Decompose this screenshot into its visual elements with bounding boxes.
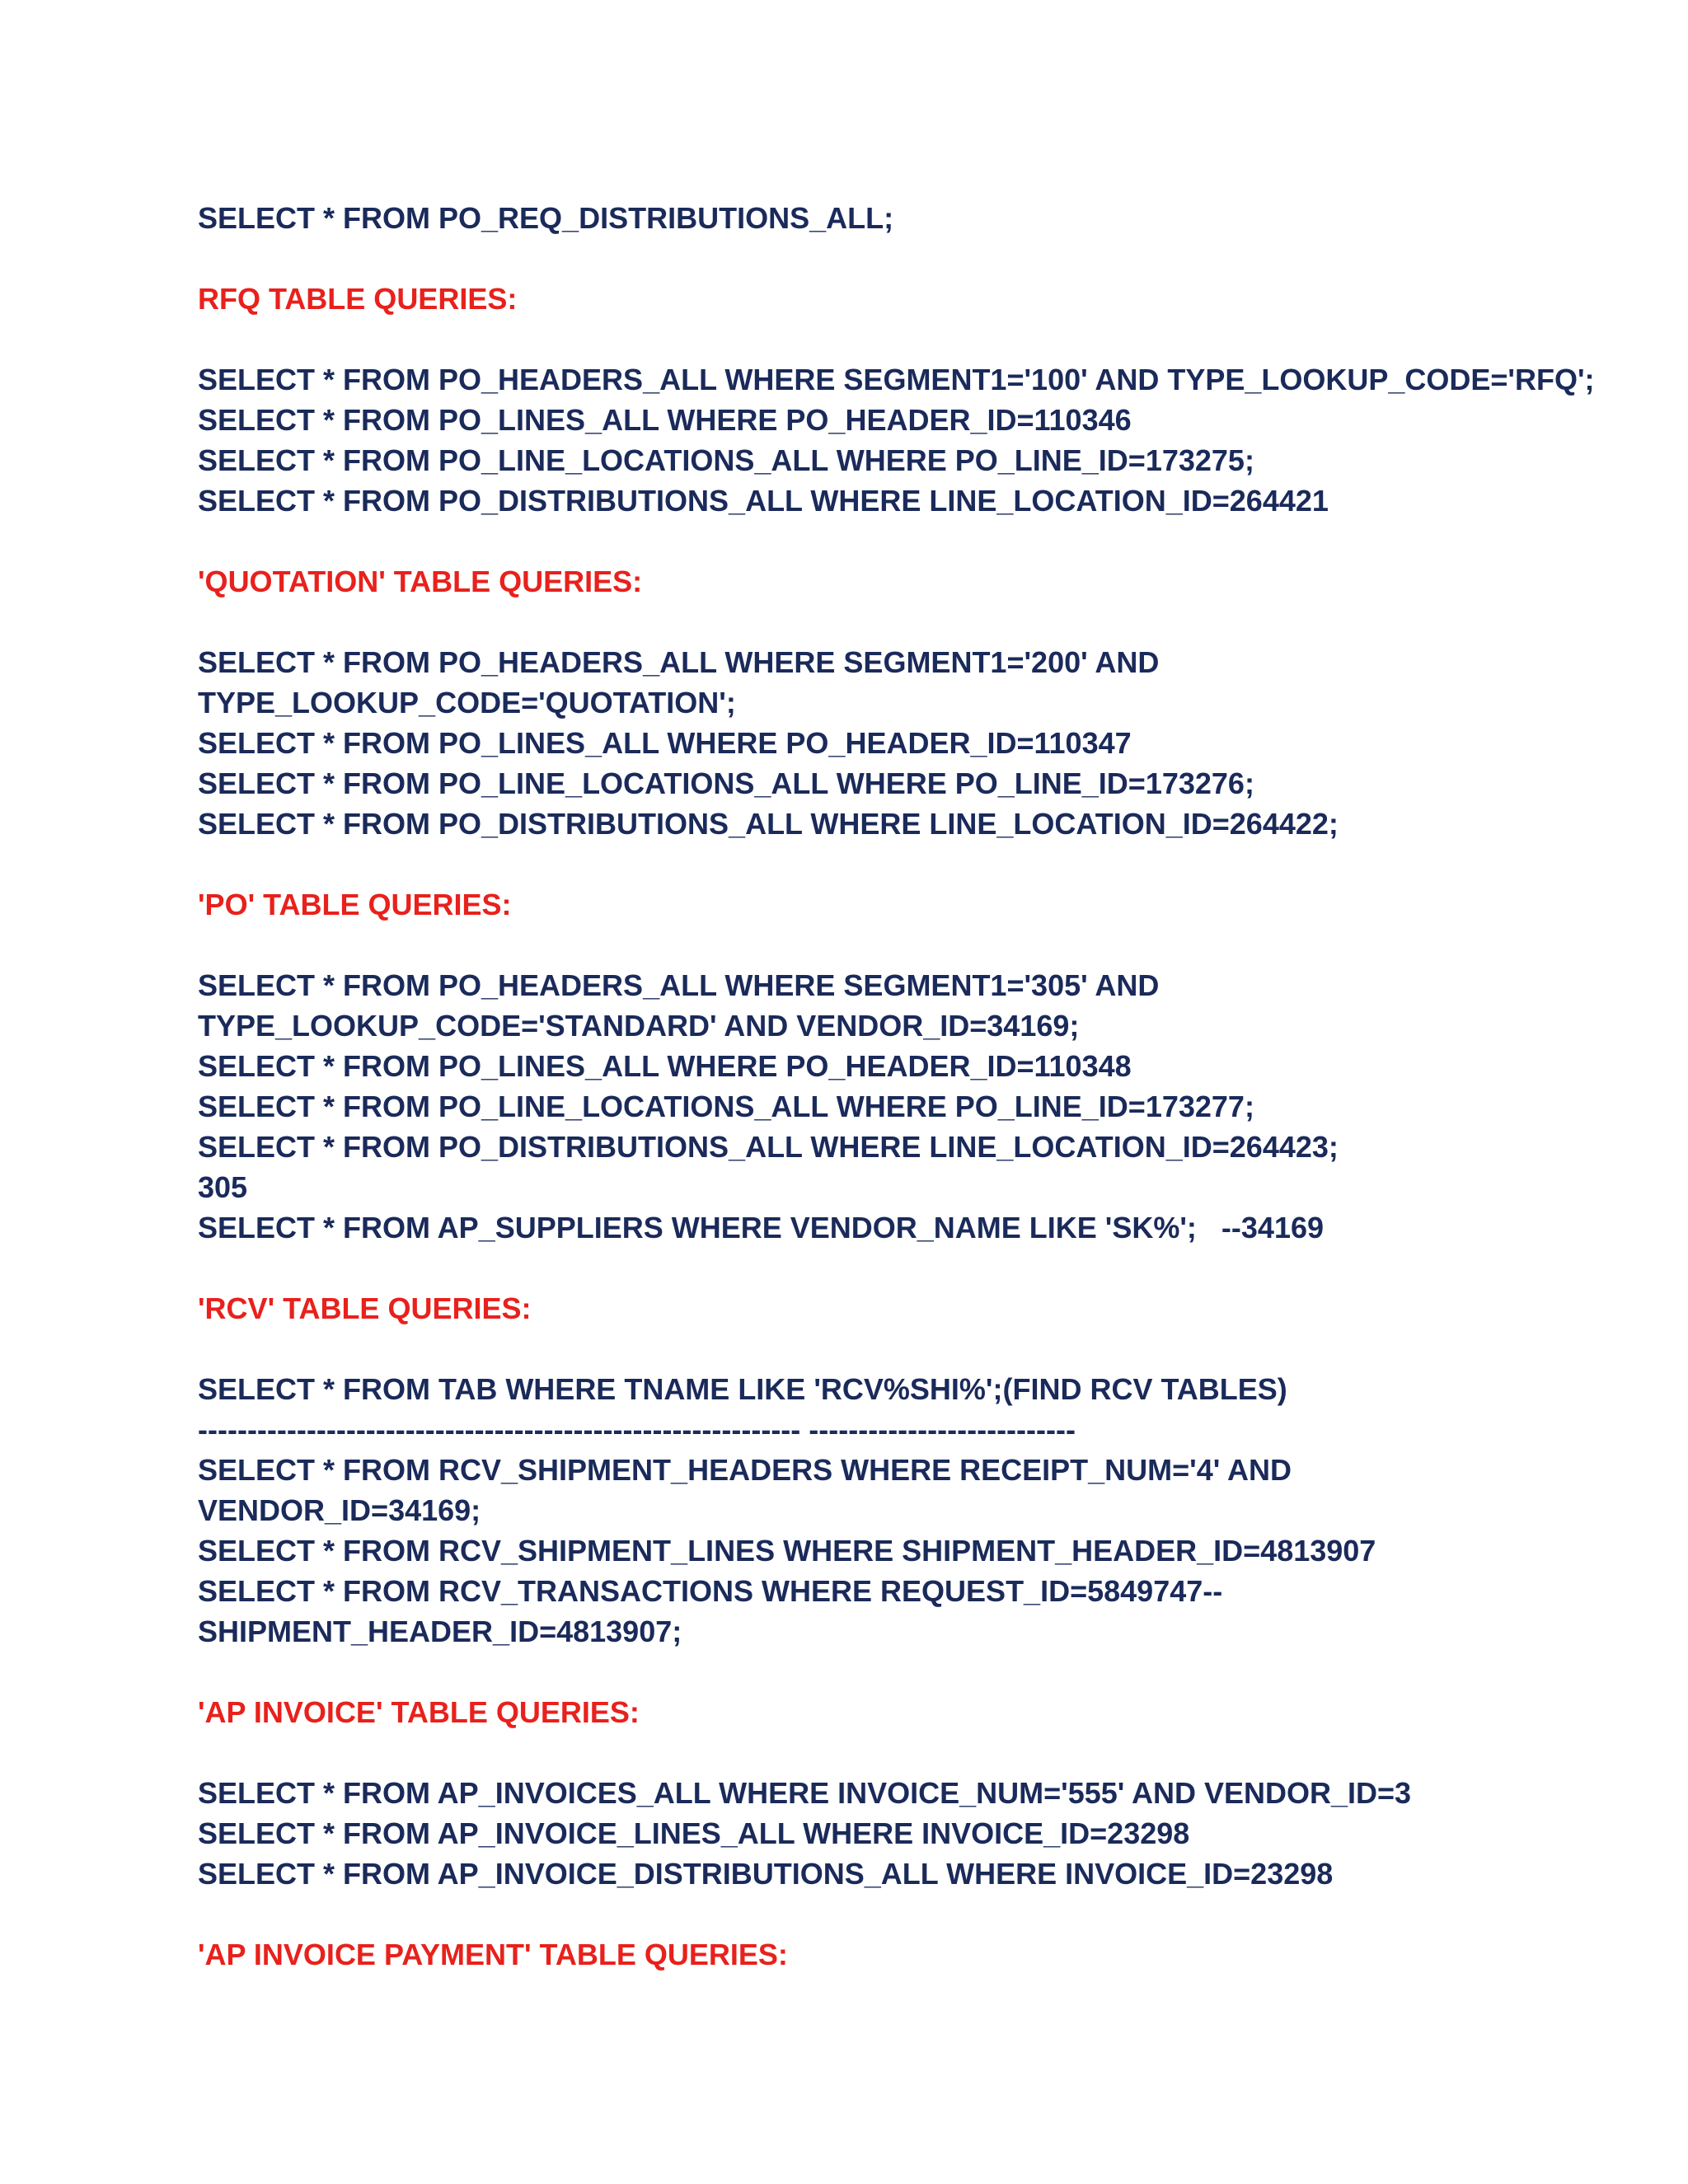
sql-query-line: TYPE_LOOKUP_CODE='QUOTATION'; — [198, 686, 736, 719]
blank-line — [198, 1894, 1648, 1934]
blank-line — [198, 521, 1648, 561]
sql-query-line: SELECT * FROM PO_DISTRIBUTIONS_ALL WHERE LINE_LOCATION_ID=264421 — [198, 484, 1329, 518]
section-heading: 'AP INVOICE PAYMENT' TABLE QUERIES: — [198, 1938, 788, 1971]
sql-query-line: SELECT * FROM PO_DISTRIBUTIONS_ALL WHERE LINE_LOCATION_ID=264423; — [198, 1130, 1339, 1164]
sql-query-line: SELECT * FROM RCV_TRANSACTIONS WHERE REQUEST_ID=5849747-- — [198, 1574, 1223, 1608]
section-heading: 'PO' TABLE QUERIES: — [198, 888, 512, 921]
section-heading: 'QUOTATION' TABLE QUERIES: — [198, 565, 643, 598]
sql-query-line: SELECT * FROM PO_LINES_ALL WHERE PO_HEADER_ID=110348 — [198, 1049, 1132, 1083]
sql-query-line: TYPE_LOOKUP_CODE='STANDARD' AND VENDOR_ID=34169; — [198, 1009, 1080, 1043]
sql-query-line: SELECT * FROM PO_HEADERS_ALL WHERE SEGMENT1='200' AND — [198, 645, 1160, 679]
blank-line — [198, 925, 1648, 965]
sql-query-line: SELECT * FROM PO_DISTRIBUTIONS_ALL WHERE LINE_LOCATION_ID=264422; — [198, 807, 1339, 841]
sql-query-line: ------------------------------------------------------------- --------------------------- — [198, 1413, 1076, 1446]
sql-query-line: SHIPMENT_HEADER_ID=4813907; — [198, 1615, 682, 1648]
section-heading: RFQ TABLE QUERIES: — [198, 282, 518, 316]
sql-query-line: SELECT * FROM PO_HEADERS_ALL WHERE SEGMENT1='100' AND TYPE_LOOKUP_CODE='RFQ'; — [198, 363, 1595, 396]
sql-query-line: SELECT * FROM AP_INVOICE_DISTRIBUTIONS_ALL WHERE INVOICE_ID=23298 — [198, 1857, 1334, 1891]
document-body — [198, 198, 1648, 1975]
sql-query-line: SELECT * FROM RCV_SHIPMENT_HEADERS WHERE RECEIPT_NUM='4' AND — [198, 1453, 1292, 1487]
blank-line — [198, 238, 1648, 279]
section-heading: 'AP INVOICE' TABLE QUERIES: — [198, 1695, 640, 1729]
sql-query-line: SELECT * FROM RCV_SHIPMENT_LINES WHERE SHIPMENT_HEADER_ID=4813907 — [198, 1534, 1376, 1568]
blank-line — [198, 602, 1648, 642]
sql-query-line: SELECT * FROM PO_REQ_DISTRIBUTIONS_ALL; — [198, 201, 894, 235]
sql-query-line: SELECT * FROM PO_LINE_LOCATIONS_ALL WHERE PO_LINE_ID=173276; — [198, 766, 1254, 800]
blank-line — [198, 1329, 1648, 1369]
sql-query-line: SELECT * FROM AP_SUPPLIERS WHERE VENDOR_NAME LIKE 'SK%'; --34169 — [198, 1211, 1325, 1244]
sql-query-line: SELECT * FROM PO_HEADERS_ALL WHERE SEGMENT1='305' AND — [198, 968, 1160, 1002]
sql-query-line: SELECT * FROM AP_INVOICE_LINES_ALL WHERE INVOICE_ID=23298 — [198, 1816, 1190, 1850]
section-heading: 'RCV' TABLE QUERIES: — [198, 1291, 532, 1325]
sql-query-line: SELECT * FROM TAB WHERE TNAME LIKE 'RCV%SHI%';(FIND RCV TABLES) — [198, 1372, 1287, 1406]
blank-line — [198, 1248, 1648, 1288]
sql-query-line: 305 — [198, 1170, 248, 1204]
sql-query-line: SELECT * FROM PO_LINES_ALL WHERE PO_HEADER_ID=110347 — [198, 726, 1132, 760]
sql-query-line: SELECT * FROM PO_LINE_LOCATIONS_ALL WHERE PO_LINE_ID=173275; — [198, 443, 1254, 477]
blank-line — [198, 1652, 1648, 1692]
sql-query-line: SELECT * FROM AP_INVOICES_ALL WHERE INVOICE_NUM='555' AND VENDOR_ID=3 — [198, 1776, 1412, 1810]
blank-line — [198, 844, 1648, 884]
blank-line — [198, 1732, 1648, 1773]
sql-query-line: SELECT * FROM PO_LINES_ALL WHERE PO_HEADER_ID=110346 — [198, 403, 1132, 437]
sql-query-line: VENDOR_ID=34169; — [198, 1493, 481, 1527]
blank-line — [198, 319, 1648, 359]
sql-query-line: SELECT * FROM PO_LINE_LOCATIONS_ALL WHERE PO_LINE_ID=173277; — [198, 1090, 1254, 1123]
